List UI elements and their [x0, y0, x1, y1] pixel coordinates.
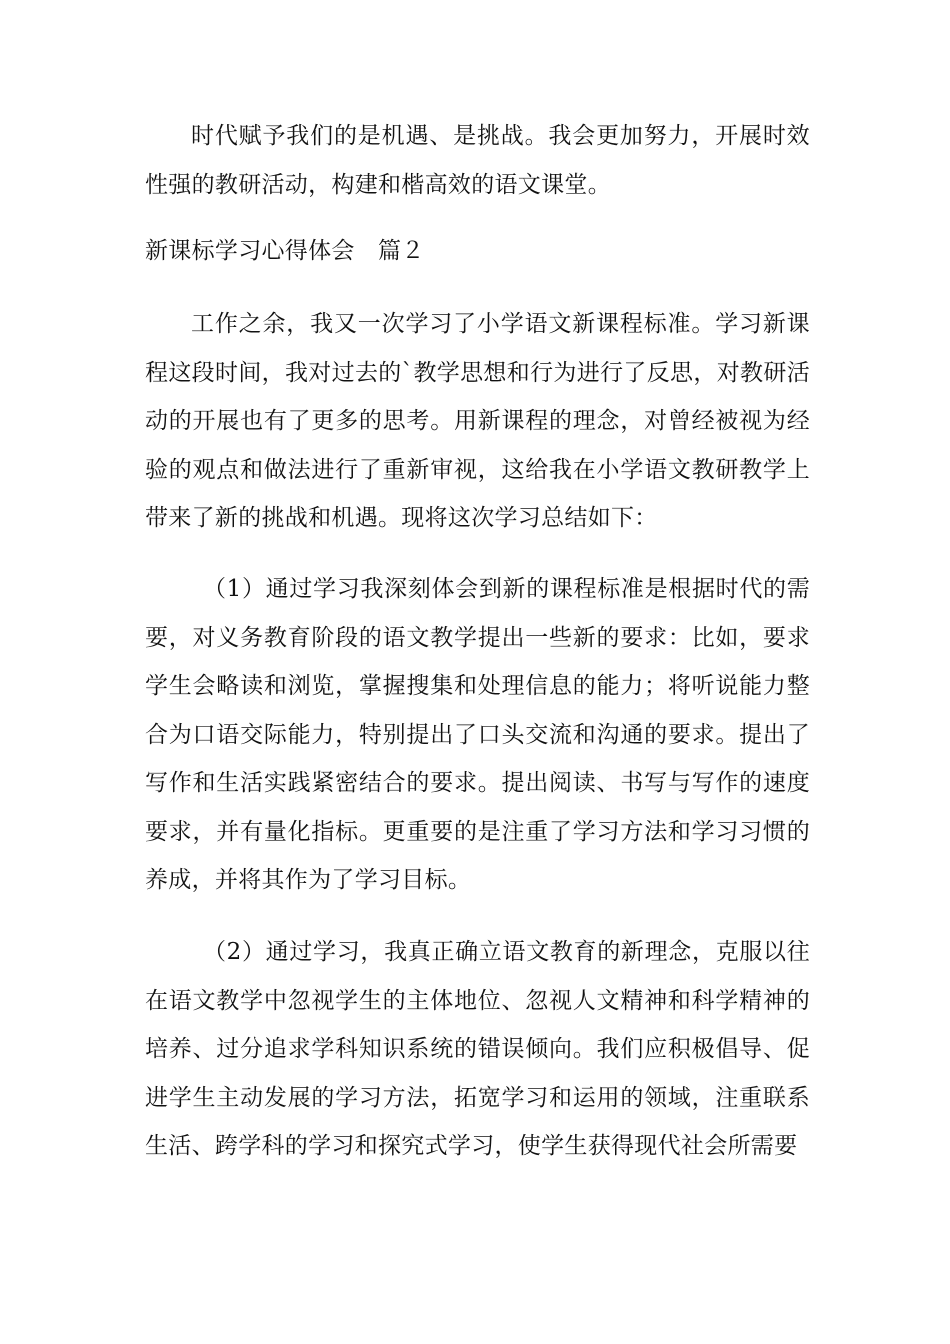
paragraph-closing: 时代赋予我们的是机遇、是挑战。我会更加努力，开展时效性强的教研活动，构建和楷高效的语文课堂。: [145, 123, 810, 198]
section-heading: 新课标学习心得体会 篇２: [145, 238, 425, 264]
paragraph-point-2: （2）通过学习，我真正确立语文教育的新理念，克服以往在语文教学中忽视学生的主体地位、忽视人文精神和科学精神的培养、过分追求学科知识系统的错误倾向。我们应积极倡导、促进学生主动发展的学习方法，拓宽学习和运用的领域，注重联系生活、跨学科的学习和探究式学习，使学生获得现代社会所需要: [145, 939, 810, 1159]
paragraph-point-1: （1）通过学习我深刻体会到新的课程标准是根据时代的需要，对义务教育阶段的语文教学提出一些新的要求：比如，要求学生会略读和浏览，掌握搜集和处理信息的能力；将听说能力整合为口语交际能力，特别提出了口头交流和沟通的要求。提出了写作和生活实践紧密结合的要求。提出阅读、书写与写作的速度要求，并有量化指标。更重要的是注重了学习方法和学习习惯的养成，并将其作为了学习目标。: [145, 576, 810, 893]
paragraph-intro: 工作之余，我又一次学习了小学语文新课程标准。学习新课程这段时间，我对过去的`教学思想和行为进行了反思，对教研活动的开展也有了更多的思考。用新课程的理念，对曾经被视为经验的观点和做法进行了重新审视，这给我在小学语文教研教学上带来了新的挑战和机遇。现将这次学习总结如下：: [145, 311, 810, 531]
